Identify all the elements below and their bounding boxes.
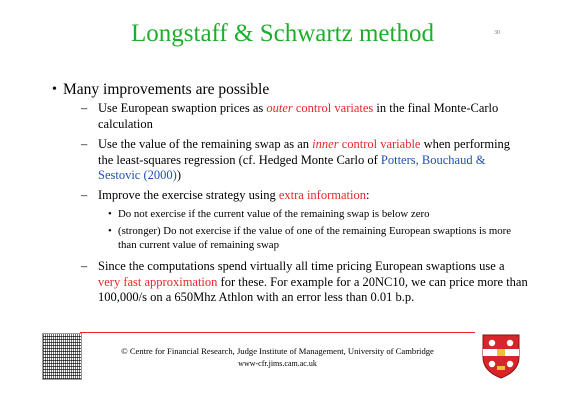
sub-bullet-1	[108, 208, 528, 222]
sub-bullet-2	[108, 225, 528, 252]
item2-emphasis: inner	[312, 137, 339, 151]
item2-text-c: )	[176, 168, 181, 182]
bullet-main-text: Many improvements are possible	[63, 81, 270, 98]
qr-code-icon	[42, 333, 82, 380]
sub-bullet-dot-icon: •	[108, 225, 112, 237]
footer-copyright: © Centre for Financial Research, Judge Institute of Management, University of Cambridge	[121, 346, 434, 356]
item1-highlight: control variates	[292, 101, 374, 115]
item1-text-b: in the final Monte-Carlo calculation	[98, 101, 499, 131]
item1-text-a: Use European swaption prices as	[98, 101, 267, 115]
dash-icon: –	[81, 137, 88, 151]
page-number: 30	[494, 30, 500, 36]
footer-url[interactable]: www-cfr.jims.cam.ac.uk	[238, 359, 317, 368]
dash-item-1	[81, 101, 528, 132]
item2-text-b: when performing the least-squares regression (cf. Hedged Monte Carlo of	[98, 137, 511, 167]
cambridge-crest-icon	[481, 333, 521, 379]
slide-title: Longstaff & Schwartz method	[131, 20, 434, 47]
bullet-main	[52, 80, 270, 99]
item3-highlight: extra information	[278, 188, 366, 202]
dash-icon: –	[81, 259, 88, 273]
item1-emphasis: outer	[266, 101, 293, 115]
item4-text-a: Since the computations spend virtually all time pricing European swaptions use a	[98, 259, 505, 273]
dash-item-3	[81, 188, 528, 204]
dash-item-2	[81, 137, 528, 184]
sub-bullet-1-text: Do not exercise if the current value of the remaining swap is below zero	[118, 208, 430, 220]
dash-icon: –	[81, 188, 88, 202]
dash-item-4	[81, 259, 528, 306]
dash-icon: –	[81, 101, 88, 115]
item3-text-b: :	[365, 188, 370, 202]
item4-highlight: very fast approximation	[98, 274, 218, 289]
footer-divider	[80, 332, 475, 333]
sub-bullet-2-text: (stronger) Do not exercise if the value of one of the remaining European swaptions is more than current value of remaining swap	[118, 225, 512, 251]
bullet-dot-icon: •	[52, 82, 57, 97]
item2-reference: Potters, Bouchaud & Sestovic (2000)	[98, 152, 486, 182]
item2-text-a: Use the value of the remaining swap as an	[98, 137, 313, 151]
item4-text-b: for these. For example for a 20NC10, we can price more than 100,000/s on a 650Mhz Athlon with an error less than 0.01 b.p.	[98, 274, 528, 304]
sub-bullet-dot-icon: •	[108, 208, 112, 220]
item2-highlight: control variable	[338, 137, 421, 151]
item3-text-a: Improve the exercise strategy using	[98, 188, 279, 202]
